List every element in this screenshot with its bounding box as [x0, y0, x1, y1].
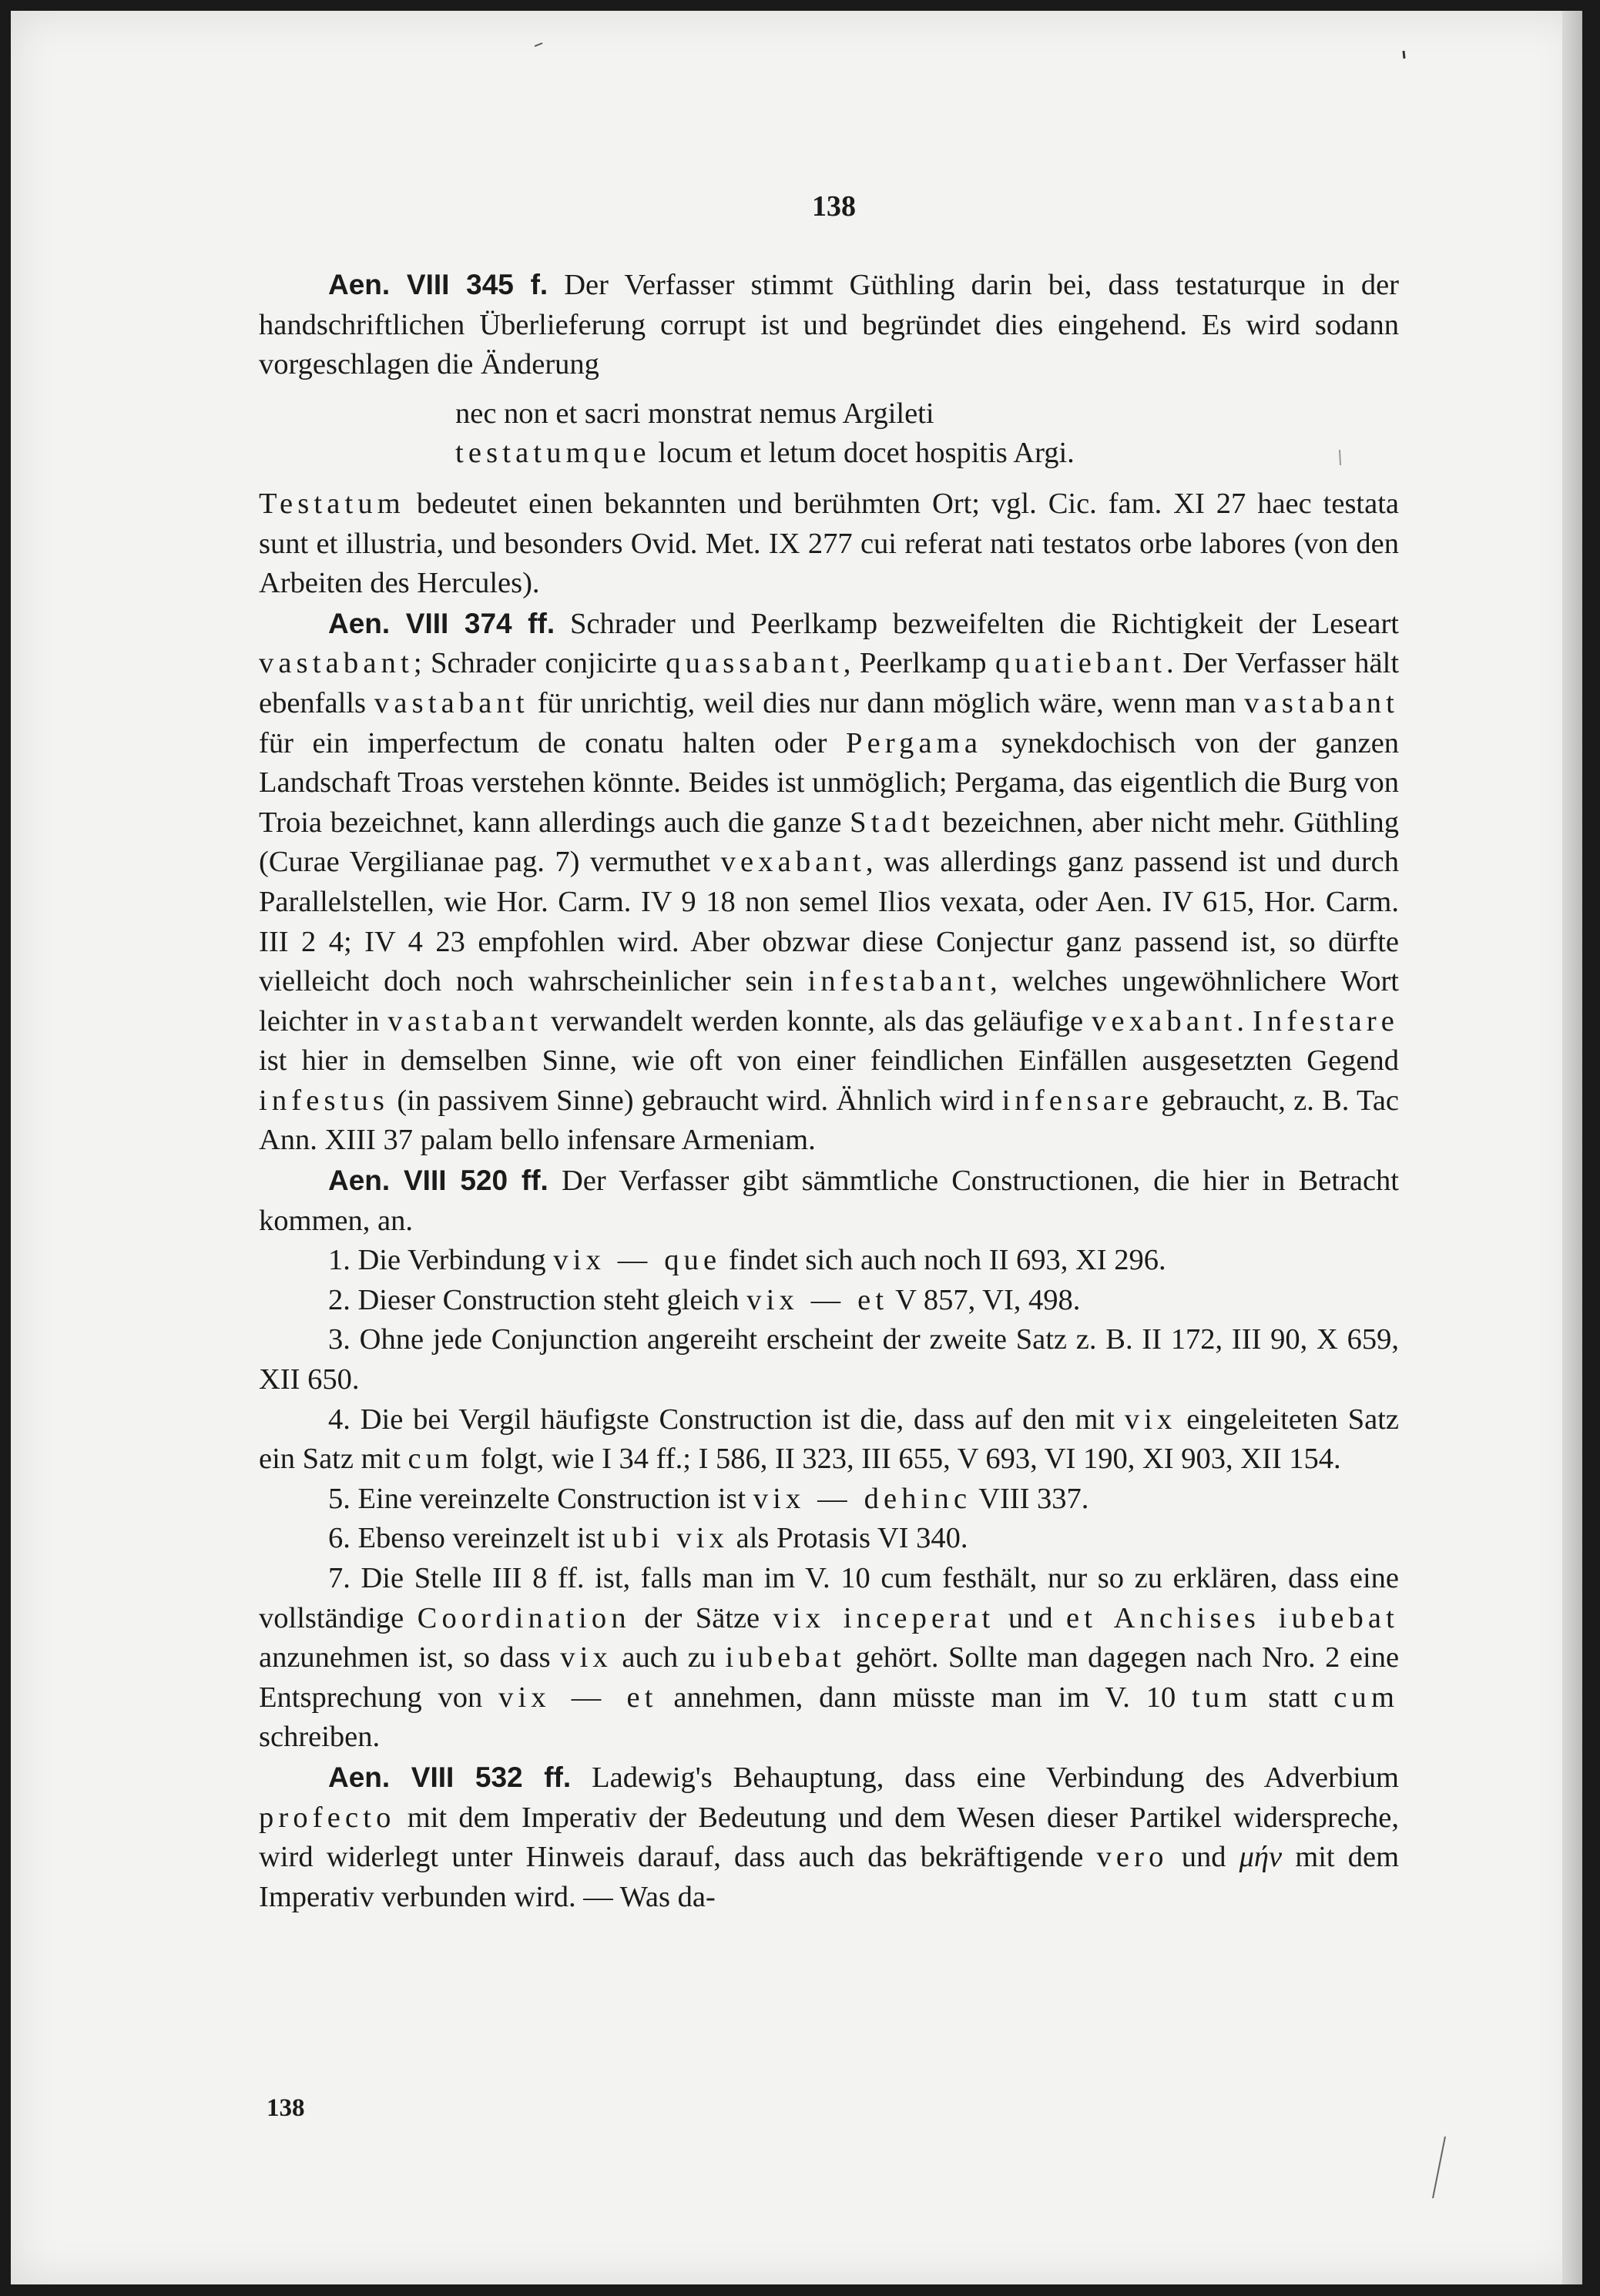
- text-run: mit dem Imperativ der Bedeutung und dem Wesen dieser Partikel widerspreche, wird widerlegt unter Hinweis darauf, dass auch das bekräftigende: [259, 1801, 1399, 1874]
- spaced-word: vix: [1124, 1403, 1177, 1436]
- spaced-word: Coordination: [417, 1601, 631, 1634]
- page-number-bottom: 138: [267, 2094, 305, 2122]
- text-run: statt: [1268, 1681, 1318, 1714]
- paragraph-aen-viii-345: [259, 265, 1399, 385]
- spaced-word: Testatum: [259, 487, 405, 520]
- spaced-word: vix — et: [498, 1681, 658, 1714]
- text-run: 4. Die bei Vergil häufigste Construction ist die, dass auf den mit: [328, 1403, 1115, 1436]
- text-run: Schrader und Peerlkamp bezweifelten die Richtigkeit der Leseart: [570, 607, 1399, 640]
- list-item: [259, 1480, 1399, 1520]
- text-run: auch zu: [622, 1641, 716, 1674]
- text-run: für unrichtig, weil dies nur dann möglich wäre, wenn man: [537, 686, 1236, 719]
- spaced-word: vix inceperat: [773, 1601, 995, 1634]
- text-run: gebraucht, z. B. Tac Ann. XIII 37 palam bello infensare Armeniam.: [259, 1084, 1400, 1157]
- entry-heading: Aen. VIII 520 ff.: [328, 1165, 548, 1197]
- text-run: eingeleiteten Satz ein Satz mit: [259, 1403, 1400, 1476]
- spaced-word: vastabant: [1244, 686, 1400, 719]
- text-run: , was allerdings ganz passend ist und durch Parallelstellen, wie Hor. Carm. IV 9 18 non semel Ilios vexata, oder Aen. IV 615, Hor. Carm. III 2 4; IV 4 23 empfohlen wird. Aber obzwar diese Conjectur ganz passend ist, so dürfte vielleicht doch noch wahrscheinlicher sein: [259, 846, 1400, 998]
- spaced-word: vexabant: [1092, 1004, 1237, 1037]
- list-item: [259, 1519, 1399, 1559]
- text-run: , Peerlkamp: [843, 647, 987, 680]
- text-run: ; Schrader conjicirte: [413, 647, 657, 680]
- list-item: [259, 1281, 1399, 1321]
- entry-heading: Aen. VIII 345 f.: [328, 269, 548, 300]
- spaced-word: Stadt: [850, 806, 935, 839]
- text-run: bezeichnen, aber nicht mehr. Güthling (Curae Vergilianae pag. 7) vermuthet: [259, 806, 1399, 879]
- text-run: V 857, VI, 498.: [895, 1283, 1081, 1316]
- spaced-word: vix — et: [746, 1283, 889, 1316]
- text-run: , welches ungewöhnlichere Wort leichter in: [259, 965, 1399, 1037]
- spaced-word: vastabant: [374, 686, 529, 719]
- list-item: [259, 1320, 1399, 1399]
- text-run: . Der Verfasser hält ebenfalls: [259, 647, 1400, 719]
- spaced-word: vastabant: [259, 647, 414, 680]
- text-run: und: [1181, 1841, 1226, 1874]
- text-run: der Sätze: [644, 1601, 760, 1634]
- text-run: 1. Die Verbindung: [328, 1244, 546, 1277]
- text-run: 6. Ebenso vereinzelt ist: [328, 1522, 605, 1555]
- paragraph-aen-viii-520: [259, 1161, 1399, 1241]
- spaced-word: cum: [408, 1443, 474, 1476]
- spaced-word: vero: [1096, 1841, 1169, 1874]
- text-run: mit dem Imperativ verbunden wird. — Was da-: [259, 1841, 1400, 1913]
- spaced-word: cum: [1333, 1681, 1400, 1714]
- body-text: [259, 265, 1399, 1917]
- paragraph-continuation: [259, 484, 1399, 604]
- spaced-word: Infestare: [1252, 1004, 1400, 1037]
- paragraph-text: Der Verfasser stimmt Güthling darin bei, dass testaturque in der handschriftlichen Überlieferung corrupt ist und begründet dies eingehend. Es wird sodann vorgeschlagen die Änderung: [259, 269, 1399, 381]
- text-run: (in passivem Sinne) gebraucht wird. Ähnlich wird: [397, 1084, 995, 1117]
- text-run: 3. Ohne jede Conjunction angereiht erscheint der zweite Satz z. B. II 172, III 90, X 659, XII 650.: [259, 1323, 1399, 1396]
- verse-text: locum et letum docet hospitis Argi.: [658, 437, 1075, 470]
- spaced-word: infestus: [259, 1084, 390, 1117]
- verse-line: [259, 434, 1399, 474]
- spaced-word: Pergama: [846, 726, 983, 759]
- spaced-word: vix: [560, 1641, 612, 1674]
- paragraph-text: bedeutet einen bekannten und berühmten Ort; vgl. Cic. fam. XI 27 haec testata sunt et illustria, und besonders Ovid. Met. IX 277 cui referat nati testatos orbe labores (von den Arbeiten des Hercules).: [259, 487, 1400, 600]
- spaced-word: profecto: [259, 1801, 396, 1834]
- spaced-word: quatiebant: [995, 647, 1166, 680]
- text-run: als Protasis VI 340.: [736, 1522, 968, 1555]
- paragraph-aen-viii-532: [259, 1758, 1399, 1917]
- text-run: schreiben.: [259, 1721, 381, 1754]
- text-run: ist hier in demselben Sinne, wie oft von einer feindlichen Einfällen ausgesetzten Gegend: [259, 1044, 1399, 1078]
- spaced-word: testatumque: [455, 437, 651, 470]
- spaced-word: infestabant: [807, 965, 991, 998]
- text-run: synekdochisch von der ganzen Landschaft Troas verstehen könnte. Beides ist unmöglich; Pergama, das eigentlich die Burg von Troia bezeichnet, kann allerdings auch die ganze: [259, 726, 1400, 839]
- spaced-word: tum: [1192, 1681, 1253, 1714]
- text-run: Ladewig's Behauptung, dass eine Verbindung des Adverbium: [592, 1761, 1399, 1794]
- list-item: [259, 1241, 1399, 1281]
- text-run: gehört. Sollte man dagegen nach Nro. 2 eine Entsprechung von: [259, 1641, 1400, 1714]
- text-run: 2. Dieser Construction steht gleich: [328, 1283, 740, 1316]
- page-number-top: 138: [812, 190, 856, 223]
- verse-line: nec non et sacri monstrat nemus Argileti: [455, 397, 934, 430]
- list-item: [259, 1400, 1399, 1480]
- text-run: und: [1008, 1601, 1053, 1634]
- text-run: verwandelt werden konnte, als das geläufige: [551, 1004, 1084, 1037]
- entry-heading: Aen. VIII 532 ff.: [328, 1761, 572, 1793]
- text-run: 7. Die Stelle III 8 ff. ist, falls man im V. 10 cum festhält, nur so zu erklären, dass eine vollständige: [259, 1562, 1399, 1634]
- text-run: folgt, wie I 34 ff.; I 586, II 323, III 655, V 693, VI 190, XI 903, XII 154.: [480, 1443, 1341, 1476]
- text-run: findet sich auch noch II 693, XI 296.: [728, 1244, 1166, 1277]
- text-run: anzunehmen ist, so dass: [259, 1641, 551, 1674]
- text-run: VIII 337.: [978, 1482, 1089, 1515]
- text-run: Der Verfasser gibt sämmtliche Constructionen, die hier in Betracht kommen, an.: [259, 1165, 1399, 1237]
- greek-word: μήν: [1239, 1841, 1283, 1874]
- list-item: [259, 1559, 1399, 1758]
- spaced-word: iubebat: [725, 1641, 846, 1674]
- text-run: 5. Eine vereinzelte Construction ist: [328, 1482, 746, 1515]
- spaced-word: vastabant: [387, 1004, 543, 1037]
- text-run: .: [1236, 1004, 1244, 1037]
- spaced-word: ubi vix: [612, 1522, 729, 1555]
- spaced-word: vix — dehinc: [753, 1482, 972, 1515]
- spaced-word: vix — que: [553, 1244, 722, 1277]
- paragraph-aen-viii-374: [259, 604, 1399, 1161]
- spaced-word: quassabant: [666, 647, 844, 680]
- verse-quotation: [259, 394, 1399, 474]
- text-run: für ein imperfectum de conatu halten oder: [259, 726, 827, 759]
- spaced-word: infensare: [1001, 1084, 1154, 1117]
- entry-heading: Aen. VIII 374 ff.: [328, 607, 555, 639]
- spaced-word: vexabant: [720, 846, 866, 879]
- text-run: annehmen, dann müsste man im V. 10: [673, 1681, 1176, 1714]
- document-page: [11, 11, 1582, 2284]
- spaced-word: et Anchises iubebat: [1066, 1601, 1400, 1634]
